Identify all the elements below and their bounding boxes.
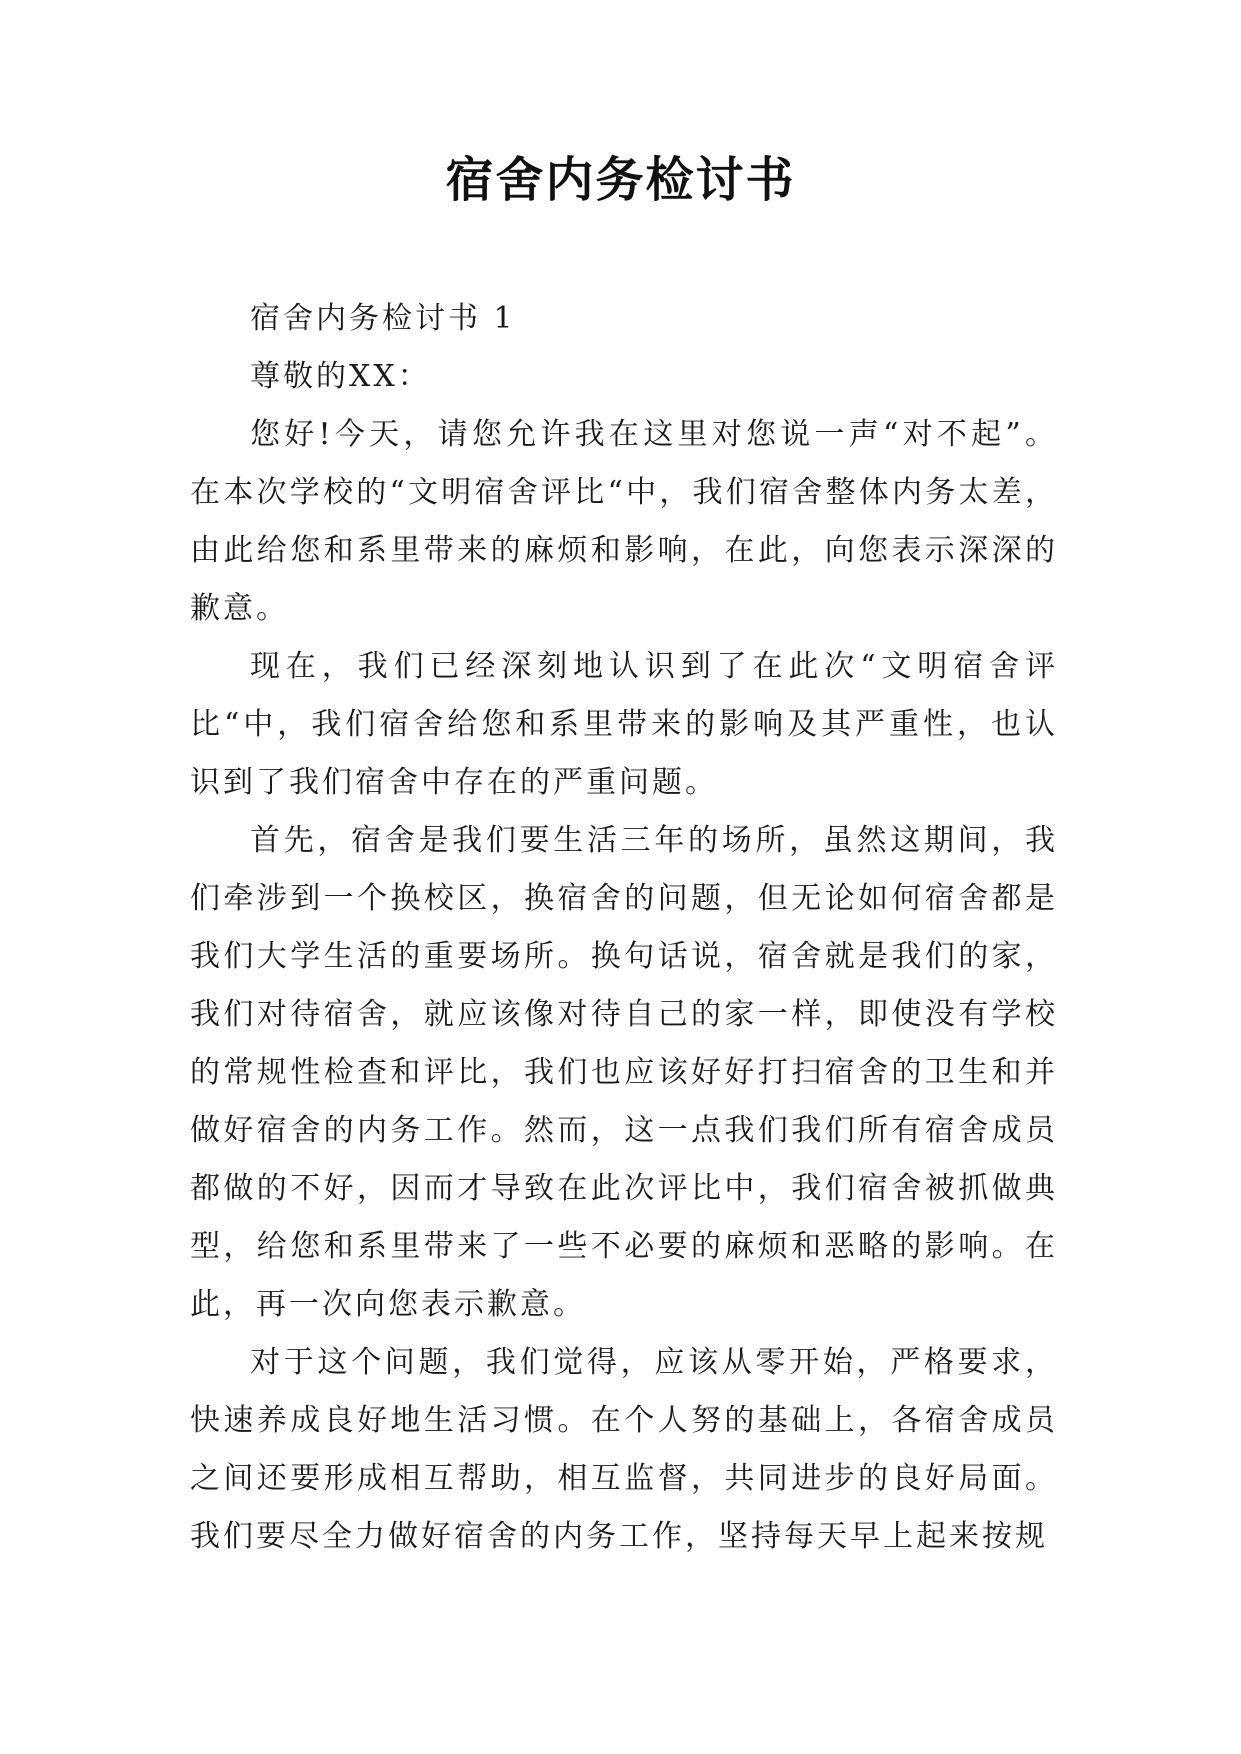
paragraph-heading: 宿舍内务检讨书 1: [250, 301, 516, 336]
paragraph: 对于这个问题，我们觉得，应该从零开始，严格要求，快速养成良好地生活习惯。在个人努的基础上，各宿舍成员之间还要形成相互帮助，相互监督，共同进步的良好局面。我们要尽全力做好宿舍的内务工作，坚持每天早上起来按规: [190, 1345, 1058, 1554]
paragraph: 首先，宿舍是我们要生活三年的场所，虽然这期间，我们牵涉到一个换校区，换宿舍的问题，但无论如何宿舍都是我们大学生活的重要场所。换句话说，宿舍就是我们的家，我们对待宿舍，就应该像对待自己的家一样，即使没有学校的常规性检查和评比，我们也应该好好打扫宿舍的卫生和并做好宿舍的内务工作。然而，这一点我们我们所有宿舍成员都做的不好，因而才导致在此次评比中，我们宿舍被抓做典型，给您和系里带来了一些不必要的麻烦和恶略的影响。在此，再一次向您表示歉意。: [190, 823, 1058, 1322]
paragraph: 现在，我们已经深刻地认识到了在此次“文明宿舍评比“中，我们宿舍给您和系里带来的影响及其严重性，也认识到了我们宿舍中存在的严重问题。: [190, 649, 1058, 800]
paragraph: 您好!今天，请您允许我在这里对您说一声“对不起”。在本次学校的“文明宿舍评比“中，我们宿舍整体内务太差，由此给您和系里带来的麻烦和影响，在此，向您表示深深的歉意。: [190, 417, 1058, 626]
paragraph-salutation: 尊敬的XX：: [250, 359, 431, 394]
document-body: [190, 290, 1058, 1566]
document-title: 宿舍内务检讨书: [445, 152, 796, 208]
